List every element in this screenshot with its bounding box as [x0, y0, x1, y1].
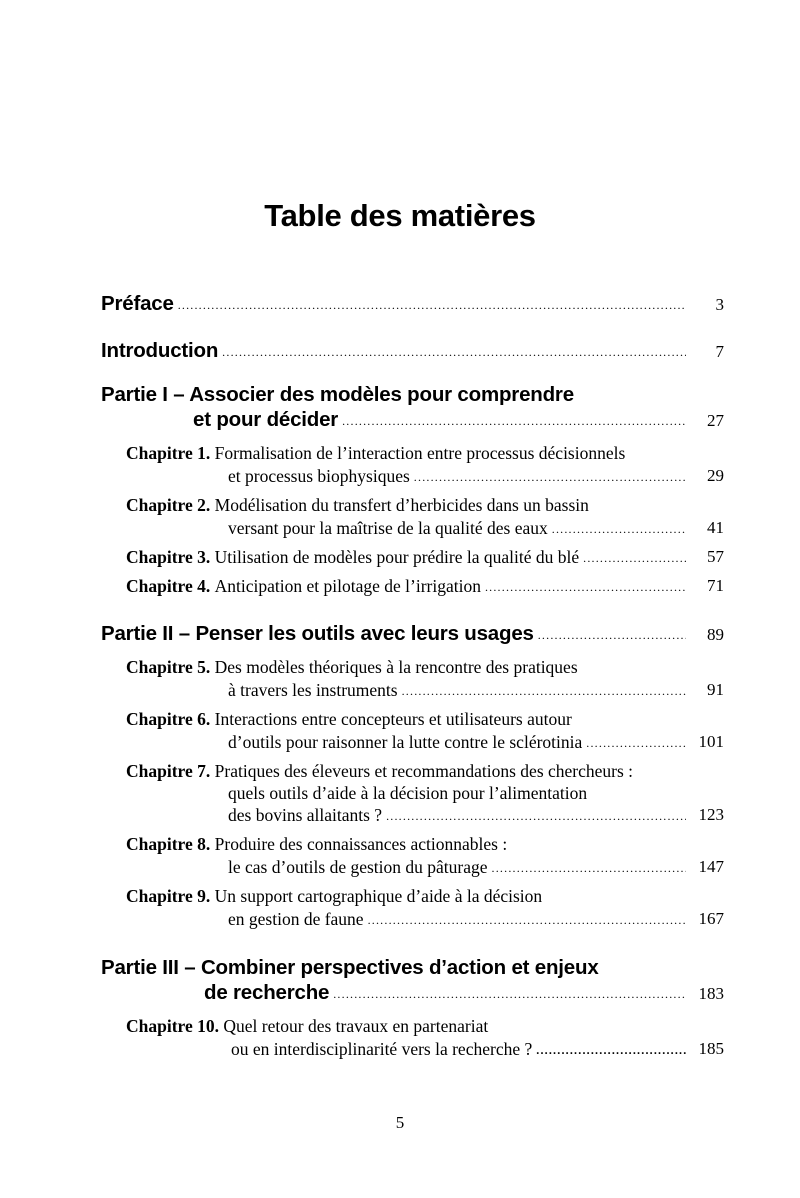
dot-leader — [178, 298, 686, 313]
entry-title: Partie II – Penser les outils avec leurs usages — [101, 622, 534, 645]
dot-leader — [333, 987, 686, 1002]
dot-leader — [492, 861, 686, 876]
page-number: 7 — [715, 342, 724, 361]
entry-title-continued: quels outils d’aide à la décision pour l’alimentation — [228, 783, 588, 803]
entry-title: Modélisation du transfert d’herbicides dans un bassin — [214, 495, 589, 515]
entry-title: Anticipation et pilotage de l’irrigation — [214, 576, 481, 596]
chapter-label: Chapitre 2. — [126, 495, 211, 515]
dot-leader — [485, 580, 686, 595]
page-number: 167 — [698, 909, 724, 928]
entry-title-continued: et processus biophysiques — [228, 466, 410, 486]
page-number: 91 — [707, 680, 724, 699]
chapter-label: Chapitre 10. — [126, 1016, 220, 1036]
entry-title-continued: des bovins allaitants ? — [228, 805, 383, 825]
page-number: 123 — [698, 805, 724, 824]
dot-leader — [222, 345, 686, 360]
page-number: 101 — [698, 732, 724, 751]
entry-title-continued: d’outils pour raisonner la lutte contre le sclérotinia — [228, 732, 583, 752]
page-number: 183 — [698, 984, 724, 1003]
dot-leader — [586, 736, 686, 751]
entry-title: Formalisation de l’interaction entre processus décisionnels — [214, 443, 626, 463]
chapter-label: Chapitre 4. — [126, 576, 211, 596]
dot-leader — [386, 809, 686, 824]
entry-title: Produire des connaissances actionnables : — [214, 834, 508, 854]
entry-title-continued: versant pour la maîtrise de la qualité des eaux — [228, 518, 548, 538]
entry-title-continued: et pour décider — [193, 408, 339, 431]
chapter-label: Chapitre 7. — [126, 761, 211, 781]
entry-title: Pratiques des éleveurs et recommandations des chercheurs : — [214, 761, 634, 781]
entry-title: Introduction — [101, 339, 219, 362]
entry-title: Interactions entre concepteurs et utilisateurs autour — [214, 709, 572, 729]
page-number: 41 — [707, 518, 724, 537]
page-number: 71 — [707, 576, 724, 595]
entry-title-continued: ou en interdisciplinarité vers la recherche ? — [231, 1039, 533, 1059]
dot-leader — [536, 1043, 686, 1058]
page-number: 29 — [707, 466, 724, 485]
dot-leader — [402, 684, 686, 699]
dot-leader — [552, 522, 686, 537]
dot-leader — [583, 551, 686, 566]
page-number: 27 — [707, 411, 724, 430]
entry-title: Un support cartographique d’aide à la décision — [214, 886, 543, 906]
chapter-label: Chapitre 8. — [126, 834, 211, 854]
page-number: 185 — [698, 1039, 724, 1058]
page-number: 57 — [707, 547, 724, 566]
entry-title-continued: de recherche — [204, 981, 330, 1004]
entry-title: Utilisation de modèles pour prédire la qualité du blé — [214, 547, 580, 567]
chapter-label: Chapitre 3. — [126, 547, 211, 567]
chapter-label: Chapitre 9. — [126, 886, 211, 906]
dot-leader — [342, 414, 686, 429]
dot-leader — [538, 628, 686, 643]
page-number: 89 — [707, 625, 724, 644]
entry-title-continued: en gestion de faune — [228, 909, 364, 929]
entry-title: Des modèles théoriques à la rencontre des pratiques — [214, 657, 578, 677]
chapter-label: Chapitre 1. — [126, 443, 211, 463]
entry-title-continued: à travers les instruments — [228, 680, 398, 700]
page-title: Table des matières — [264, 198, 536, 233]
entry-title-continued: le cas d’outils de gestion du pâturage — [228, 857, 488, 877]
dot-leader — [414, 470, 686, 485]
entry-title: Partie I – Associer des modèles pour comprendre — [101, 383, 574, 406]
folio-page-number: 5 — [395, 1113, 405, 1132]
page-number: 147 — [698, 857, 724, 876]
entry-title: Préface — [101, 292, 174, 315]
chapter-label: Chapitre 5. — [126, 657, 211, 677]
entry-title: Partie III – Combiner perspectives d’action et enjeux — [101, 956, 599, 979]
dot-leader — [368, 913, 686, 928]
entry-title: Quel retour des travaux en partenariat — [223, 1016, 489, 1036]
chapter-label: Chapitre 6. — [126, 709, 211, 729]
page-number: 3 — [715, 295, 724, 314]
